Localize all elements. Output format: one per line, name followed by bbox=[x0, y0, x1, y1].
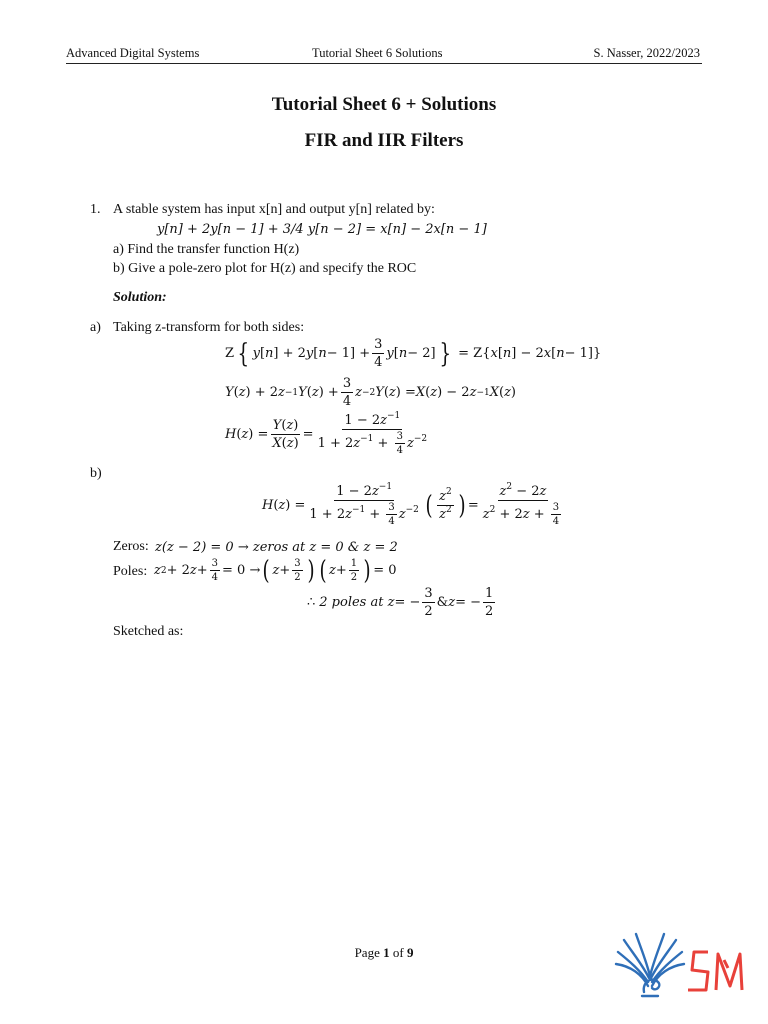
equation-z-domain: Y ( z ) + 2 z −1 Y ( z ) + $\frac{3}{4}$ z −2 Y ( z ) = X ( z ) − 2 z −1 X ( z ) bbox=[225, 376, 516, 409]
page-title: Tutorial Sheet 6 + Solutions bbox=[271, 94, 497, 115]
question-part-a: a) Find the transfer function H(z) bbox=[113, 242, 300, 257]
question-number: 1. bbox=[90, 202, 101, 217]
question-text: A stable system has input x[n] and output y[n] related by: bbox=[113, 202, 435, 217]
solution-a-text: Taking z-transform for both sides: bbox=[113, 320, 305, 335]
equation-transfer-function: H ( z ) = $\frac{Y(z)}{X(z)}$ = $1 - 2z^{-1}$ $1 + 2z^{-1}$ + $\frac{3}{4}$ $z^{-2}$ bbox=[225, 411, 428, 456]
page-number: Page 1 of 9 bbox=[354, 945, 414, 960]
question-part-b: b) Give a pole-zero plot for H(z) and specify the ROC bbox=[113, 261, 417, 276]
page-subtitle: FIR and IIR Filters bbox=[304, 130, 464, 151]
solution-heading: Solution: bbox=[113, 290, 167, 305]
poles-locations: ∴ 2 poles at z = − $\frac{3}{2}$ & z = − $\frac{1}{2}$ bbox=[307, 586, 494, 619]
header-sheet: Tutorial Sheet 6 Solutions bbox=[312, 46, 443, 60]
header-course: Advanced Digital Systems bbox=[66, 46, 200, 60]
equation-transfer-positive-powers: H ( z ) = $1 - 2z^{-1}$ $1 + 2z^{-1}$ + $\frac{3}{4}$ $z^{-2}$ ( $\frac{z^2}{z^2}$ ) = $z^2 - 2z$ $z^2 + 2z$ + $\frac{3}{4}$ bbox=[262, 482, 560, 527]
sketch-caption: Sketched as: bbox=[113, 624, 184, 639]
question-equation: y[n] + 2y[n − 1] + 3/4 y[n − 2] = x[n] − 2x[n − 1] bbox=[157, 222, 487, 237]
phoenix-logo-icon bbox=[612, 930, 752, 1000]
equation-z-transform: Z { y [ n ] + 2 y [ n − 1] + $\frac{3}{4}$ y [ n − 2] } = Z{ x [ n ] − 2 x [ n − 1]} bbox=[225, 337, 602, 370]
zeros-equation: z(z − 2) = 0 → zeros at z = 0 & z = 2 bbox=[155, 540, 398, 555]
header-author: S. Nasser, 2022/2023 bbox=[593, 46, 700, 60]
solution-a-label: a) bbox=[90, 320, 101, 335]
header-rule bbox=[66, 63, 702, 64]
sn-logo bbox=[612, 930, 752, 1005]
zeros-label: Zeros: bbox=[113, 539, 149, 554]
solution-b-label: b) bbox=[90, 466, 102, 481]
poles-equation: z 2 + 2 z + $\frac{3}{4}$ = 0 → ( z + $\frac{3}{2}$ ) ( z + $\frac{1}{2}$ ) = 0 bbox=[154, 555, 397, 586]
poles-label: Poles: bbox=[113, 564, 148, 579]
